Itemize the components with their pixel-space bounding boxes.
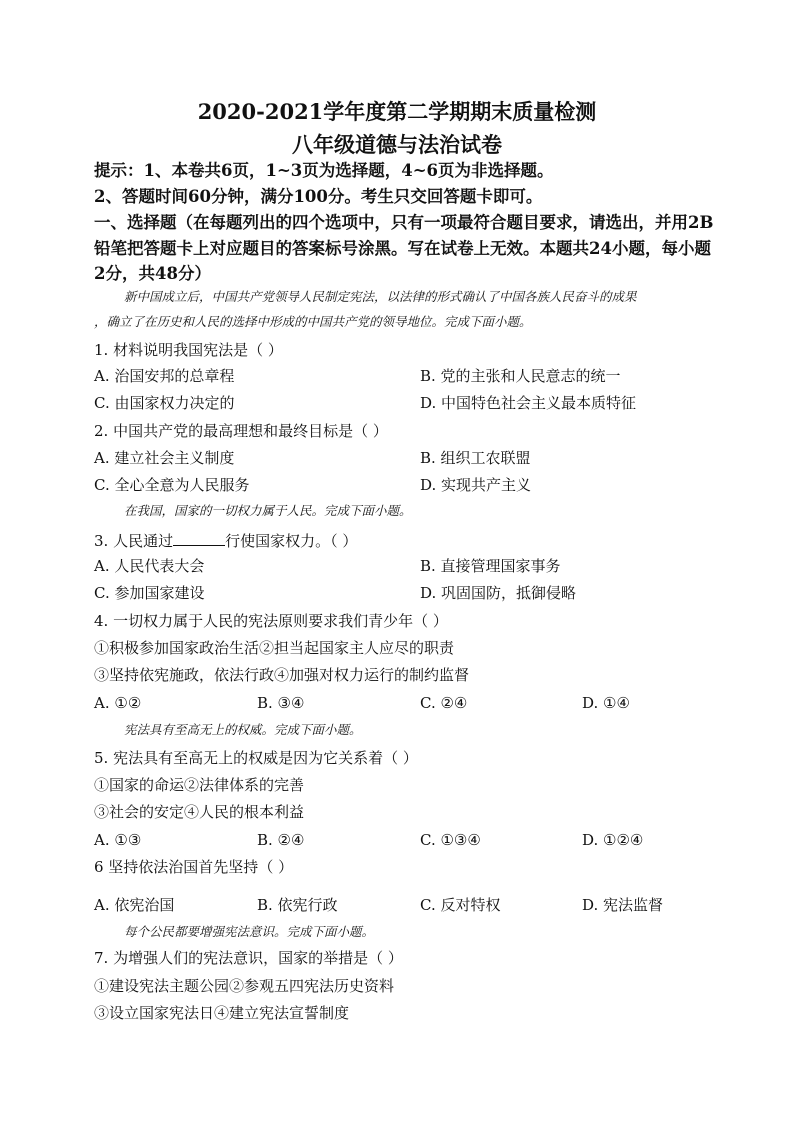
exam-subtitle: 八年级道德与法治试卷 <box>292 132 502 157</box>
exam-title: 2020-2021学年度第二学期期末质量检测 <box>197 99 597 124</box>
material-2: 在我国，国家的一切权力属于人民。完成下面小题。 <box>124 503 412 518</box>
question-4-stem: 4. 一切权力属于人民的宪法原则要求我们青少年（ ） <box>94 612 448 630</box>
section-heading-line-1: 一、选择题（在每题列出的四个选项中，只有一项最符合题目要求，请选出，并用2B <box>94 213 714 232</box>
question-3-stem <box>94 532 357 549</box>
section-heading-line-2: 铅笔把答题卡上对应题目的答案标号涂黑。写在试卷上无效。本题共24小题，每小题 <box>94 239 711 258</box>
question-7-stem: 7. 为增强人们的宪法意识，国家的举措是（ ） <box>94 949 403 967</box>
question-5-option-c: C. ①③④ <box>420 831 481 849</box>
question-7-statements-2: ③设立国家宪法日④建立宪法宣誓制度 <box>94 1004 350 1022</box>
question-6-option-b: B. 依宪行政 <box>257 896 338 914</box>
question-4-option-c: C. ②④ <box>420 694 468 712</box>
question-2-option-d: D. 实现共产主义 <box>420 476 532 494</box>
question-4-statements-1: ①积极参加国家政治生活②担当起国家主人应尽的职责 <box>94 639 455 657</box>
question-6-option-c: C. 反对特权 <box>420 896 501 914</box>
question-2-stem: 2. 中国共产党的最高理想和最终目标是（ ） <box>94 422 388 440</box>
notice-line-2: 2、答题时间60分钟，满分100分。考生只交回答题卡即可。 <box>94 187 543 206</box>
material-1-line-2: ，确立了在历史和人民的选择中形成的中国共产党的领导地位。完成下面小题。 <box>94 314 532 329</box>
question-3-option-c: C. 参加国家建设 <box>94 584 205 602</box>
question-5-statements-1: ①国家的命运②法律体系的完善 <box>94 776 305 794</box>
question-6-option-a: A. 依宪治国 <box>94 896 175 914</box>
question-3-option-a: A. 人民代表大会 <box>94 557 205 575</box>
question-1-option-b: B. 党的主张和人民意志的统一 <box>420 367 621 385</box>
question-2-option-a: A. 建立社会主义制度 <box>94 449 235 467</box>
question-1-option-d: D. 中国特色社会主义最本质特征 <box>420 394 637 412</box>
material-4: 每个公民都要增强宪法意识。完成下面小题。 <box>124 924 375 939</box>
answer-blank <box>173 532 225 546</box>
question-1-option-a: A. 治国安邦的总章程 <box>94 367 235 385</box>
question-3-stem-start: 3. 人民通过 <box>94 532 174 550</box>
question-3-option-d: D. 巩固国防，抵御侵略 <box>420 584 577 602</box>
section-heading-line-3: 2分，共48分） <box>94 264 211 283</box>
question-2-option-c: C. 全心全意为人民服务 <box>94 476 250 494</box>
question-2-option-b: B. 组织工农联盟 <box>420 449 531 467</box>
question-5-option-a: A. ①③ <box>94 831 142 849</box>
question-5-stem: 5. 宪法具有至高无上的权威是因为它关系着（ ） <box>94 749 418 767</box>
question-4-option-d: D. ①④ <box>582 694 630 712</box>
question-1-stem: 1. 材料说明我国宪法是（ ） <box>94 341 283 359</box>
material-1-line-1: 新中国成立后，中国共产党领导人民制定宪法，以法律的形式确认了中国各族人民奋斗的成果 <box>124 289 637 304</box>
question-5-option-d: D. ①②④ <box>582 831 644 849</box>
question-3-option-b: B. 直接管理国家事务 <box>420 557 561 575</box>
material-3: 宪法具有至高无上的权威。完成下面小题。 <box>124 722 362 737</box>
question-6-option-d: D. 宪法监督 <box>582 896 664 914</box>
question-1-option-c: C. 由国家权力决定的 <box>94 394 235 412</box>
question-5-option-b: B. ②④ <box>257 831 305 849</box>
question-6-stem: 6 坚持依法治国首先坚持（ ） <box>94 858 294 876</box>
question-4-statements-2: ③坚持依宪施政，依法行政④加强对权力运行的制约监督 <box>94 666 470 684</box>
question-5-statements-2: ③社会的安定④人民的根本利益 <box>94 803 305 821</box>
question-4-option-b: B. ③④ <box>257 694 305 712</box>
question-3-stem-end: 行使国家权力。（ ） <box>225 532 358 550</box>
notice-line-1: 提示：1、本卷共6页，1~3页为选择题，4~6页为非选择题。 <box>94 161 554 180</box>
question-7-statements-1: ①建设宪法主题公园②参观五四宪法历史资料 <box>94 977 395 995</box>
question-4-option-a: A. ①② <box>94 694 142 712</box>
